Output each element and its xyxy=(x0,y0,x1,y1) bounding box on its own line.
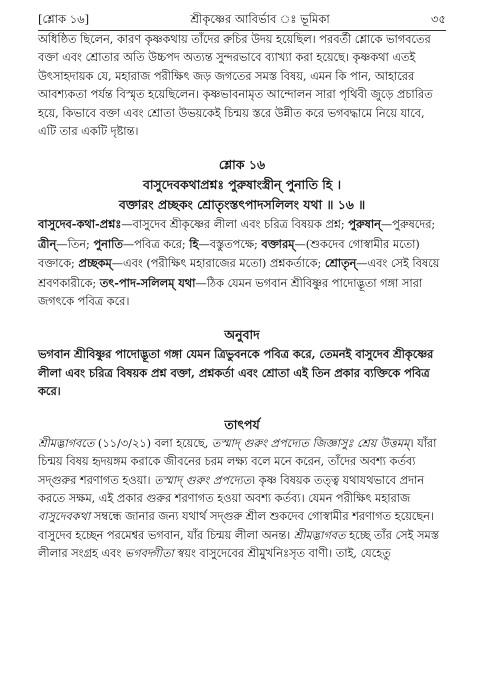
synonym-word: বক্তারম্ xyxy=(261,236,295,251)
synonym-word: ত্রীন্ xyxy=(38,236,57,251)
synonym-word: হি xyxy=(189,236,199,251)
purport-citation: বাসুদেবকথা xyxy=(38,510,91,524)
synonym-meaning: —বস্তুতপক্ষে; xyxy=(198,237,262,251)
verse-line-2: বক্তারং প্রচ্ছকং শ্রোতৃংস্তৎপাদসলিলং যথা ॥ ১৬ ॥ xyxy=(118,197,366,213)
synonym-meaning: —বাসুদেব শ্রীকৃষ্ণের লীলা এবং চরিত্র বিষয়ক প্রশ্ন; xyxy=(121,218,349,232)
header-chapter-title: শ্রীকৃষ্ণের আবির্ভাব ঃ ভূমিকা xyxy=(190,12,330,26)
synonym-word: শ্রোতৃন্ xyxy=(324,256,357,271)
synonym-word: তৎ-পাদ-সলিলম্ যথা xyxy=(99,275,196,290)
synonym-meaning: —পবিত্র করে; xyxy=(122,237,190,251)
synonym-word: বাসুদেব-কথা-প্রশ্নঃ xyxy=(38,217,122,232)
synonyms-paragraph xyxy=(38,215,446,311)
translation-text: ভগবান শ্রীবিষ্ণুর পাদোদ্ভূতা গঙ্গা যেমন ত্রিভুবনকে পবিত্র করে, তেমনই বাসুদেব শ্রীকৃষ্ণের লীলা এবং চরিত্র বিষয়ক প্রশ্ন বক্তা, প্রশ্নকর্তা এবং শ্রোতা এই তিন প্রকার ব্যক্তিকে পবিত্র করে। xyxy=(38,347,434,399)
synonym-meaning: —এবং সেই বিষয়ে শ্রবণকারীকে; xyxy=(38,257,440,290)
translation-heading: অনুবাদ xyxy=(224,327,260,343)
purport-text: হচ্ছে তাঁর সেই সমস্ত লীলার সংগ্রহ এবং xyxy=(38,528,439,561)
synonym-word: প্রচ্ছকম্ xyxy=(78,256,112,271)
verse-heading: শ্লোক ১৬ xyxy=(218,157,266,173)
running-header xyxy=(38,10,446,31)
synonym-meaning: —ঠিক যেমন ভগবান শ্রীবিষ্ণুর পাদোদ্ভূতা গঙ্গা সারা জগৎকে পবিত্র করে। xyxy=(38,276,423,309)
page xyxy=(38,10,446,564)
intro-paragraph: অধিষ্ঠিত ছিলেন, কারণ কৃষ্ণকথায় তাঁদের রুচির উদয় হয়েছিল। পরবর্তী শ্লোকে ভাগবতের বক্তা এবং শ্রোতার অতি উচ্চপদ অত্যন্ত সুন্দরভাবে ব্যাখ্যা করা হয়েছে। কৃষ্ণকথা এতই উৎসাহদায়ক যে, মহারাজ পরীক্ষিৎ জড় জগতের সমস্ত বিষয়, এমন কি পান, আহারের আবশ্যকতা পর্যন্ত বিস্মৃত হয়েছিলেন। কৃষ্ণভাবনামৃত আন্দোলন সারা পৃথিবী জুড়ে প্রচারিত হয়ে, কিভাবে বক্তা এবং শ্রোতা উভয়কেই চিন্ময় স্তরে উন্নীত করে ভগবদ্ধামে নিয়ে যাবে, এটি তার একটি দৃষ্টান্ত। xyxy=(38,33,433,139)
synonym-meaning: —(শুকদেব গোস্বামীর মতো) বক্তাকে; xyxy=(38,237,420,271)
purport-citation: শ্রীমদ্ভাগবতে xyxy=(38,436,95,450)
purport-text: স্বয়ং বাসুদেবের শ্রীমুখনিঃসৃত বাণী। তাই, যেহেতু xyxy=(173,547,391,561)
synonym-meaning: —এবং (পরীক্ষিৎ মহারাজের মতো) প্রশ্নকর্তাকে; xyxy=(111,257,325,271)
purport-citation: তস্মাদ্ গুরুং প্রপদ্যেত জিজ্ঞাসুঃ শ্রেয় উত্তমম্ xyxy=(211,436,410,450)
synonym-meaning: —পুরুষদের; xyxy=(380,218,436,232)
purport-text: । যাঁরা চিন্ময় বিষয় হৃদয়ঙ্গম করাকে জীবনের চরম লক্ষ্য বলে মনে করেন, তাঁদের অবশ্য কর্তব্য সদ্গুরুর শরণাগত হওয়া। xyxy=(38,436,437,487)
purport-heading: তাৎপর্য xyxy=(224,416,260,432)
page-number: ৩৫ xyxy=(431,12,446,26)
synonym-word: পুরুষান্ xyxy=(348,217,381,232)
synonym-meaning: —তিন; xyxy=(56,237,94,251)
purport-paragraph xyxy=(38,435,446,564)
verse-line-1: বাসুদেবকথাপ্রশ্নঃ পুরুষাংস্ত্রীন্ পুনাতি হি । xyxy=(142,177,342,193)
header-verse-ref: [শ্লোক ১৬] xyxy=(38,12,90,26)
purport-text: । কৃষ্ণ বিষয়ক তত্ত্ব যথাযথভাবে প্রদান করতে সক্ষম, এই প্রকার গুরুর শরণাগত হওয়া অবশ্য কর্তব্য। যেমন পরীক্ষিৎ মহারাজ xyxy=(38,473,425,505)
purport-citation: তস্মাদ্ গুরুং প্রপদ্যেত xyxy=(154,473,252,487)
purport-text: (১১/৩/২১) বলা হয়েছে, xyxy=(94,436,212,450)
synonym-word: পুনাতি xyxy=(93,236,123,251)
purport-citation: শ্রীমদ্ভাগবত xyxy=(293,528,346,542)
purport-text: সম্বন্ধে জানার জন্য যথার্থ সদ্গুরু শ্রীল শুকদেব গোস্বামীর শরণাগত হয়েছেন। বাসুদেব হচ্ছেন পরমেশ্বর ভগবান, যাঁর চিন্ময় লীলা অনন্ত। xyxy=(38,510,434,542)
purport-citation: ভগবদ্গীতা xyxy=(124,547,174,561)
